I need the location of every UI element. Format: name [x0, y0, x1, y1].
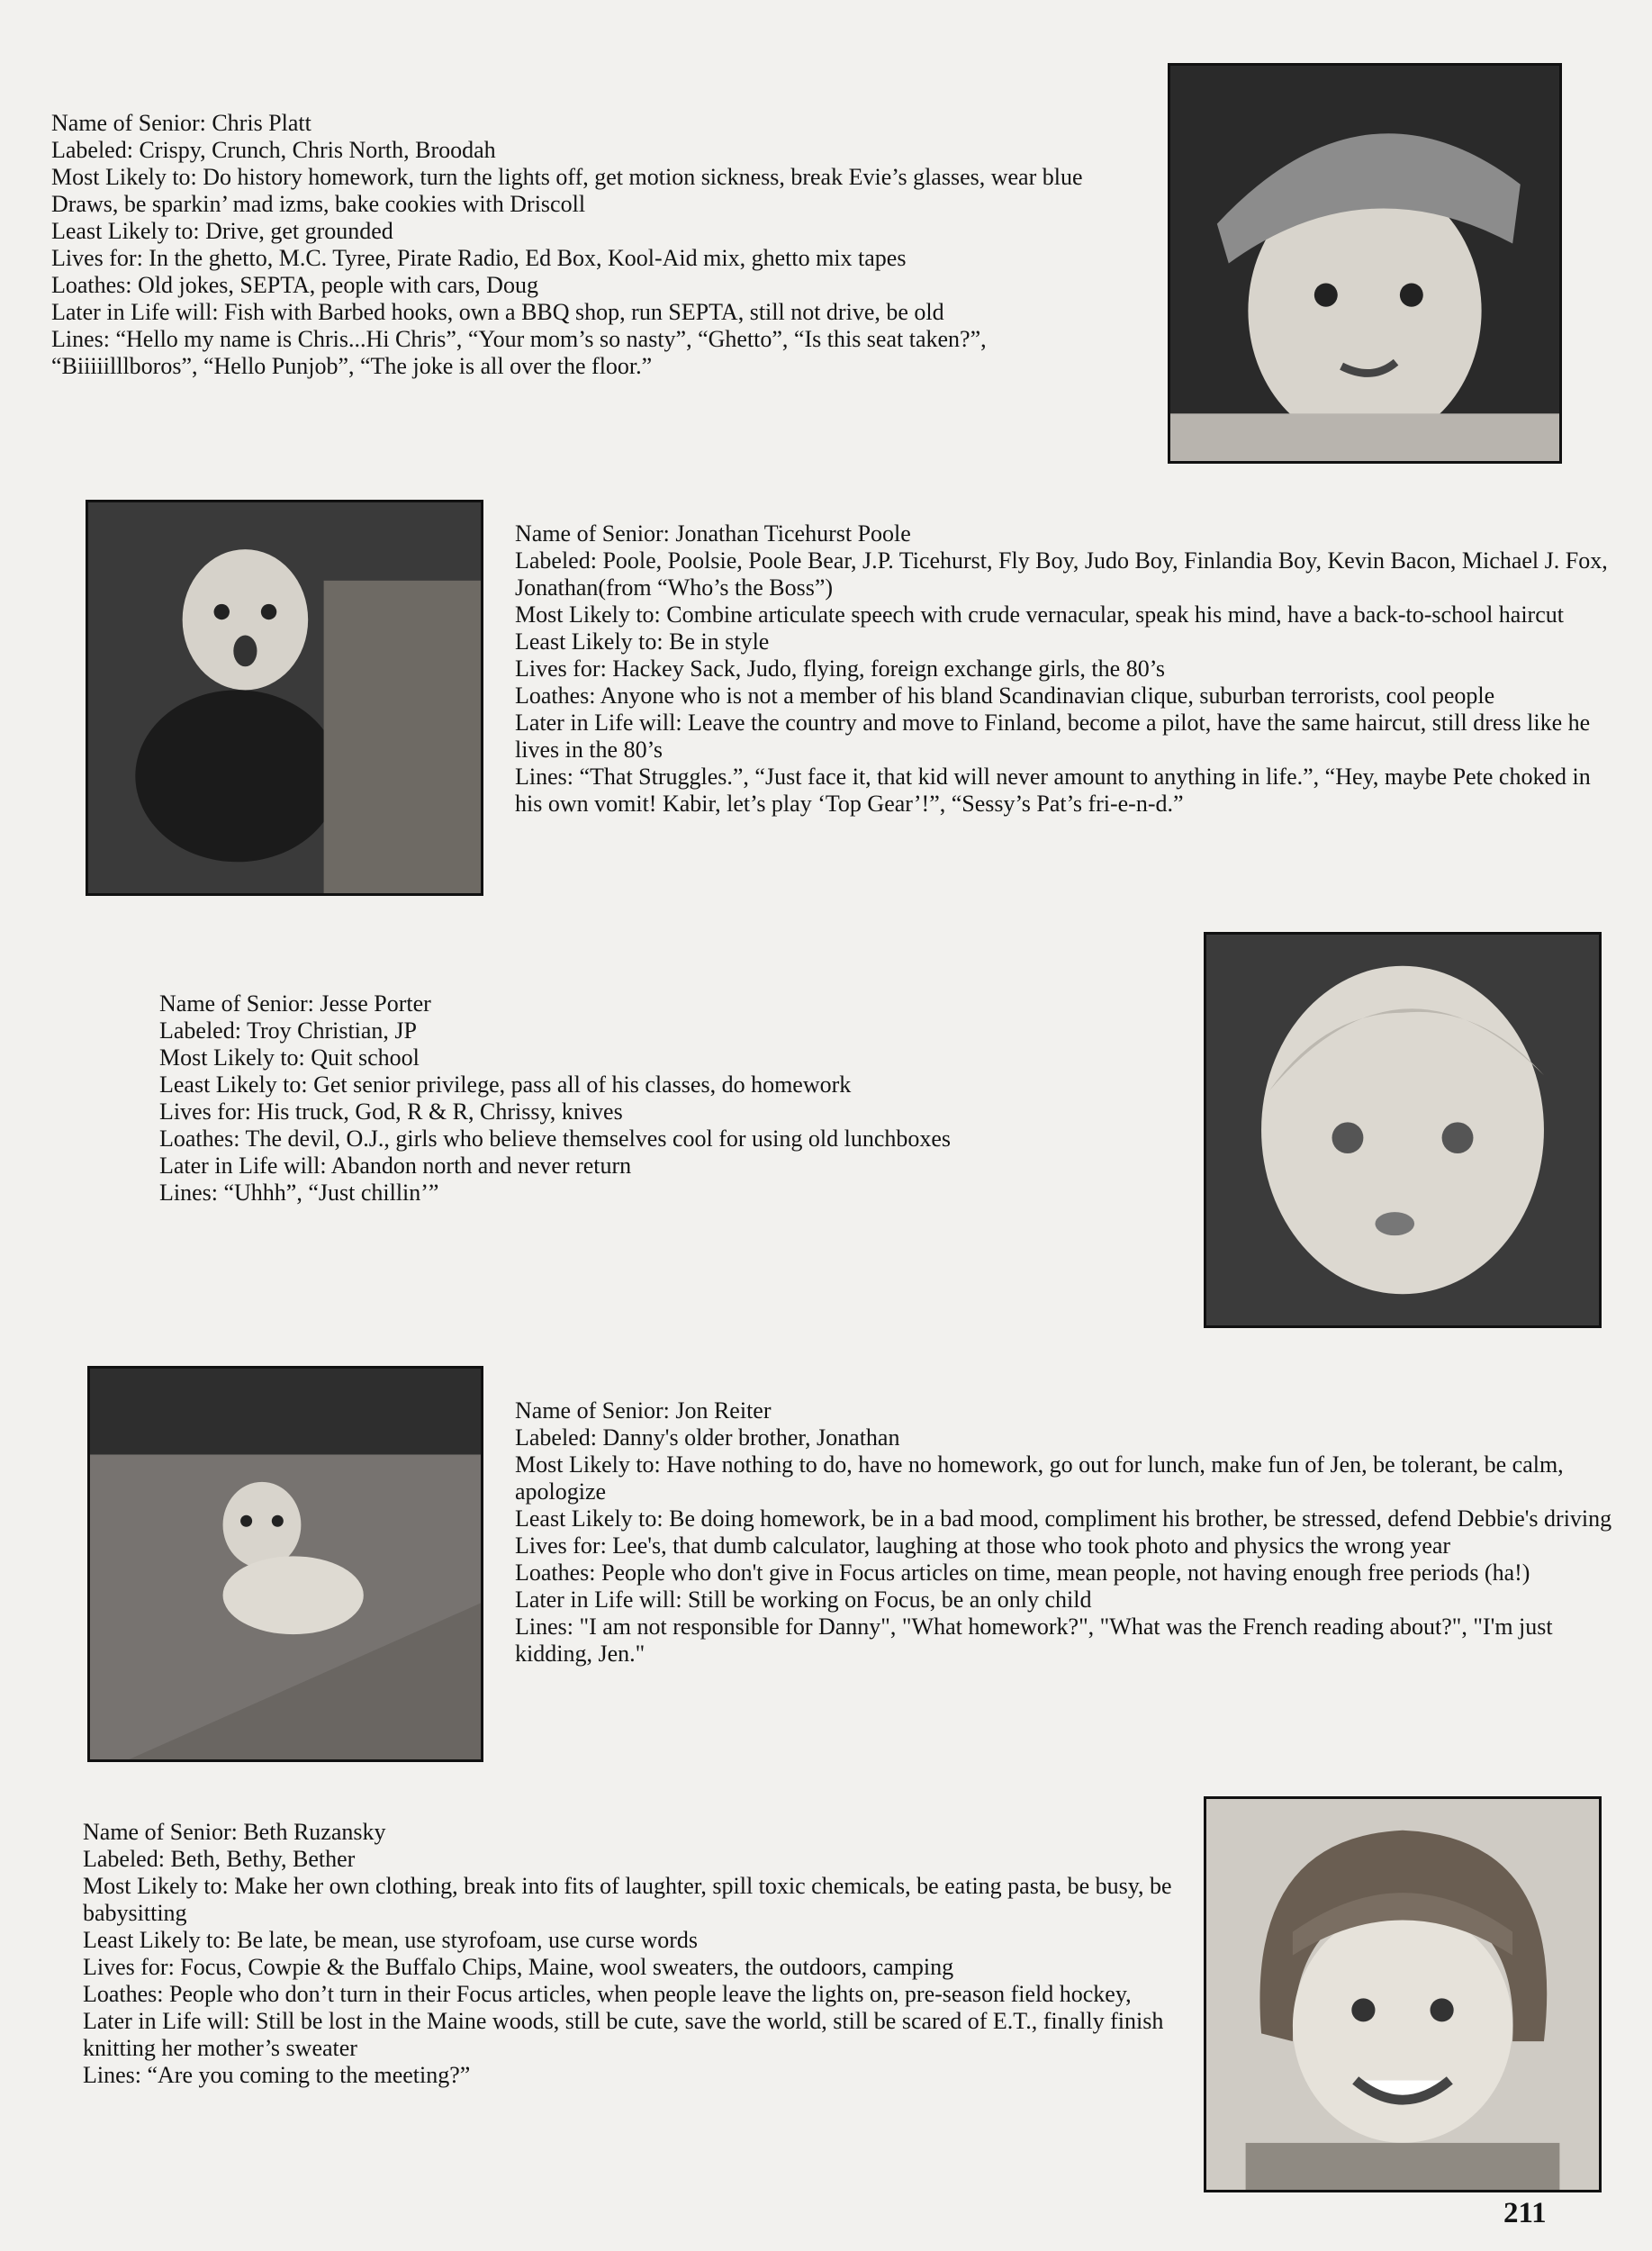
- baby-portrait-image: [1206, 935, 1599, 1325]
- senior-loathes: Loathes: People who don’t turn in their Focus articles, when people leave the lights on, pre-season field hockey,: [83, 1981, 1132, 2007]
- senior-least-likely: Least Likely to: Get senior privilege, pass all of his classes, do homework: [159, 1071, 852, 1098]
- senior-name: Name of Senior: Beth Ruzansky: [83, 1819, 386, 1845]
- senior-later-in-life: Later in Life will: Abandon north and never return: [159, 1153, 632, 1179]
- senior-labeled: Labeled: Crispy, Crunch, Chris North, Broodah: [51, 137, 496, 163]
- senior-labeled: Labeled: Poole, Poolsie, Poole Bear, J.P. Ticehurst, Fly Boy, Judo Boy, Finlandia Boy, Kevin Bacon, Michael J. Fox, Jonathan(from “Who’s the Boss”): [515, 547, 1608, 601]
- senior-most-likely: Most Likely to: Do history homework, turn the lights off, get motion sickness, break Evie’s glasses, wear blue Draws, be sparkin’ mad izms, bake cookies with Driscoll: [51, 164, 1083, 217]
- senior-name: Name of Senior: Jesse Porter: [159, 990, 431, 1017]
- senior-most-likely: Most Likely to: Combine articulate speech with crude vernacular, speak his mind, have a back-to-school haircut: [515, 601, 1564, 628]
- baby-portrait-image: [1170, 66, 1559, 461]
- senior-least-likely: Least Likely to: Drive, get grounded: [51, 218, 393, 244]
- senior-entry-jonathan-poole: [515, 520, 1613, 818]
- baby-portrait-image: [88, 502, 481, 893]
- senior-lives-for: Lives for: Lee's, that dumb calculator, laughing at those who took photo and physics the wrong year: [515, 1532, 1451, 1559]
- senior-entry-jesse-porter: [159, 990, 1150, 1207]
- senior-lines: Lines: “That Struggles.”, “Just face it, that kid will never amount to anything in life.”, “Hey, maybe Pete choked in his own vomit! Kabir, let’s play ‘Top Gear’!”, “Sessy’s Pat’s fri-e-n-d.”: [515, 764, 1591, 817]
- page-number: 211: [1503, 2197, 1547, 2229]
- senior-entry-chris-platt: [51, 110, 1114, 380]
- senior-loathes: Loathes: Old jokes, SEPTA, people with cars, Doug: [51, 272, 538, 298]
- senior-least-likely: Least Likely to: Be late, be mean, use styrofoam, use curse words: [83, 1927, 699, 1953]
- baby-portrait-image: [90, 1369, 481, 1759]
- baby-photo-jonathan-poole: [86, 500, 483, 896]
- baby-photo-beth-ruzansky: [1204, 1796, 1602, 2192]
- senior-most-likely: Most Likely to: Make her own clothing, break into fits of laughter, spill toxic chemicals, be eating pasta, be busy, be babysitting: [83, 1873, 1172, 1926]
- senior-least-likely: Least Likely to: Be doing homework, be in a bad mood, compliment his brother, be stressed, defend Debbie's driving: [515, 1505, 1612, 1532]
- senior-entry-beth-ruzansky: [83, 1819, 1199, 2089]
- baby-portrait-image: [1206, 1799, 1599, 2190]
- senior-later-in-life: Later in Life will: Fish with Barbed hooks, own a BBQ shop, run SEPTA, still not drive, be old: [51, 299, 944, 325]
- senior-labeled: Labeled: Danny's older brother, Jonathan: [515, 1424, 900, 1451]
- senior-lives-for: Lives for: In the ghetto, M.C. Tyree, Pirate Radio, Ed Box, Kool-Aid mix, ghetto mix tapes: [51, 245, 907, 271]
- senior-loathes: Loathes: People who don't give in Focus articles on time, mean people, not having enough free periods (ha!): [515, 1559, 1530, 1586]
- baby-photo-jon-reiter: [87, 1366, 483, 1762]
- senior-entry-jon-reiter: [515, 1397, 1631, 1668]
- senior-loathes: Loathes: The devil, O.J., girls who believe themselves cool for using old lunchboxes: [159, 1126, 952, 1152]
- senior-loathes: Loathes: Anyone who is not a member of his bland Scandinavian clique, suburban terrorists, cool people: [515, 683, 1495, 709]
- senior-lives-for: Lives for: Hackey Sack, Judo, flying, foreign exchange girls, the 80’s: [515, 655, 1166, 682]
- senior-labeled: Labeled: Troy Christian, JP: [159, 1017, 418, 1044]
- senior-labeled: Labeled: Beth, Bethy, Bether: [83, 1846, 356, 1872]
- senior-name: Name of Senior: Jonathan Ticehurst Poole: [515, 520, 911, 547]
- senior-lines: Lines: "I am not responsible for Danny", "What homework?", "What was the French reading about?", "I'm just kidding, Jen.": [515, 1614, 1553, 1667]
- senior-most-likely: Most Likely to: Have nothing to do, have no homework, go out for lunch, make fun of Jen, be tolerant, be calm, apologize: [515, 1451, 1564, 1505]
- baby-photo-jesse-porter: [1204, 932, 1602, 1328]
- senior-later-in-life: Later in Life will: Still be working on Focus, be an only child: [515, 1587, 1092, 1613]
- baby-photo-chris-platt: [1168, 63, 1562, 464]
- senior-lives-for: Lives for: Focus, Cowpie & the Buffalo Chips, Maine, wool sweaters, the outdoors, camping: [83, 1954, 954, 1980]
- senior-lives-for: Lives for: His truck, God, R & R, Chrissy, knives: [159, 1098, 623, 1125]
- senior-later-in-life: Later in Life will: Still be lost in the Maine woods, still be cute, save the world, still be scared of E.T., finally finish knitting her mother’s sweater: [83, 2008, 1164, 2061]
- senior-name: Name of Senior: Jon Reiter: [515, 1397, 772, 1424]
- senior-lines: Lines: “Are you coming to the meeting?”: [83, 2062, 471, 2088]
- senior-lines: Lines: “Uhhh”, “Just chillin’”: [159, 1180, 439, 1206]
- senior-name: Name of Senior: Chris Platt: [51, 110, 311, 136]
- senior-least-likely: Least Likely to: Be in style: [515, 628, 770, 655]
- senior-lines: Lines: “Hello my name is Chris...Hi Chris”, “Your mom’s so nasty”, “Ghetto”, “Is this seat taken?”, “Biiiiilllboros”, “Hello Punjob”, “The joke is all over the floor.”: [51, 326, 987, 379]
- senior-later-in-life: Later in Life will: Leave the country and move to Finland, become a pilot, have the same haircut, still dress like he lives in the 80’s: [515, 710, 1591, 763]
- senior-most-likely: Most Likely to: Quit school: [159, 1044, 420, 1071]
